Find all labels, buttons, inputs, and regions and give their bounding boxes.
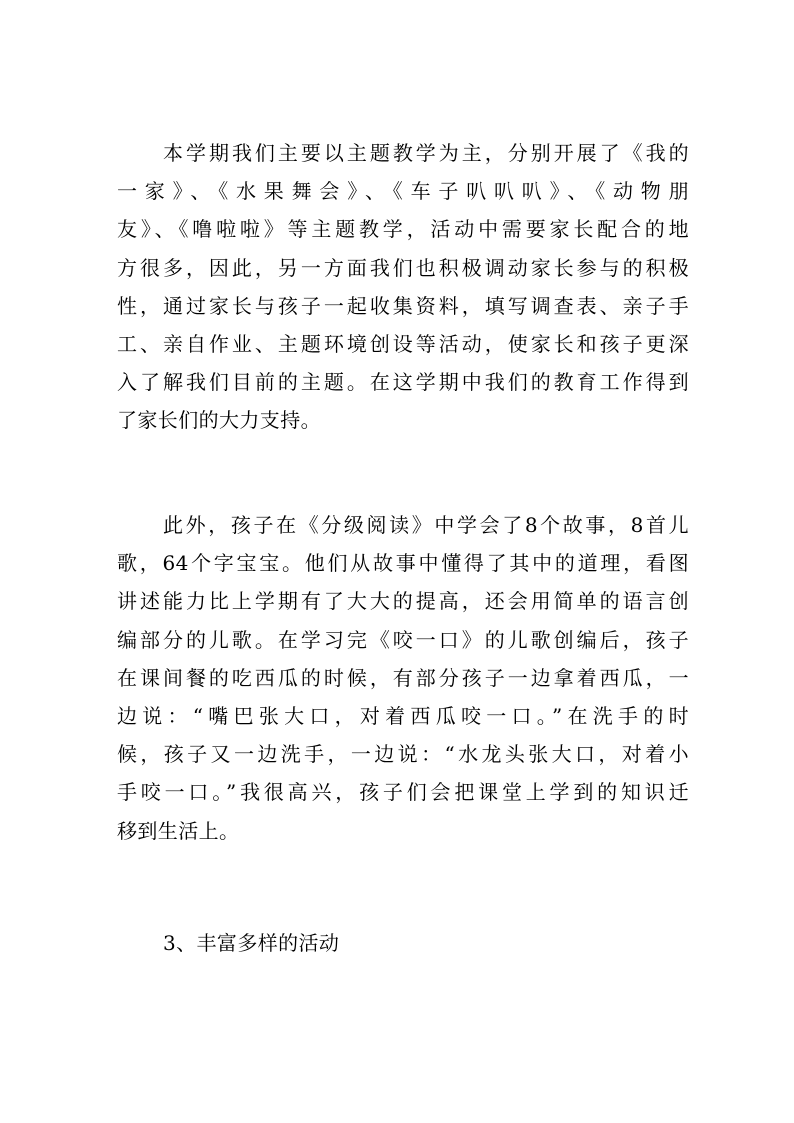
paragraph-line: 入了解我们目前的主题。在这学期中我们的教育工作得到 [117,370,689,395]
paragraph-graded-reading [117,506,689,850]
paragraph-line: 手咬一口。”我很高兴，孩子们会把课堂上学到的知识迁 [117,780,689,805]
paragraph-line: 了家长们的大力支持。 [117,408,321,433]
paragraph-line: 工、亲自作业、主题环境创设等活动，使家长和孩子更深 [117,331,689,356]
paragraph-line: 友》、《噜啦啦》等主题教学，活动中需要家长配合的地 [117,217,689,242]
paragraph-line: 本学期我们主要以主题教学为主，分别开展了《我的 [163,141,689,165]
paragraph-line: 移到生活上。 [117,818,240,843]
paragraph-line: 在课间餐的吃西瓜的时候，有部分孩子一边拿着西瓜，一 [117,665,689,690]
section-heading-text: 3、丰富多样的活动 [163,931,340,955]
paragraph-line: 候，孩子又一边洗手，一边说：“水龙头张大口，对着小 [117,742,689,767]
paragraph-line: 一家》、《水果舞会》、《车子叭叭叭》、《动物朋 [117,179,689,204]
paragraph-line: 讲述能力比上学期有了大大的提高，还会用简单的语言创 [117,589,689,614]
section-heading [117,924,689,962]
paragraph-line: 性，通过家长与孩子一起收集资料，填写调查表、亲子手 [117,293,689,318]
paragraph-line: 方很多，因此，另一方面我们也积极调动家长参与的积极 [117,255,689,280]
paragraph-line: 歌，64个字宝宝。他们从故事中懂得了其中的道理，看图 [117,551,689,576]
paragraph-line: 此外，孩子在《分级阅读》中学会了8个故事，8首儿 [163,513,689,537]
paragraph-line: 编部分的儿歌。在学习完《咬一口》的儿歌创编后，孩子 [117,627,689,652]
paragraph-parent-cooperation [117,134,689,440]
paragraph-line: 边说：“嘴巴张大口，对着西瓜咬一口。”在洗手的时 [117,703,689,728]
